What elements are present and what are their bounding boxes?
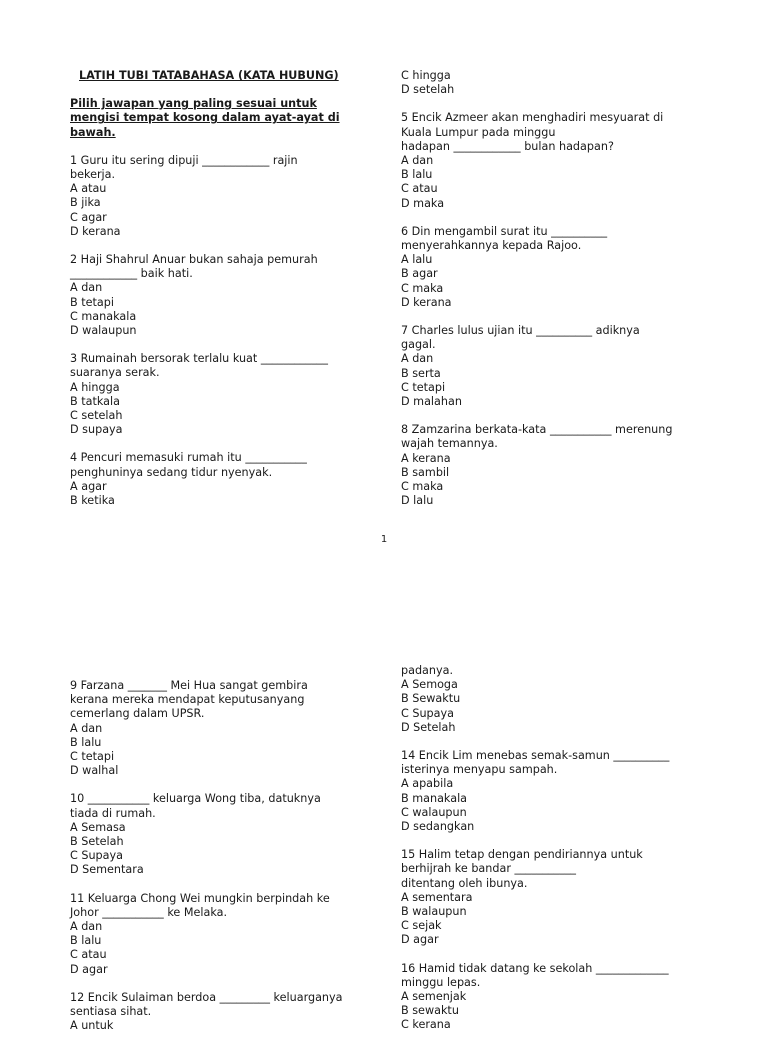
answer-option: C setelah xyxy=(70,409,123,423)
question-stem-line: ditentang oleh ibunya. xyxy=(401,876,528,890)
question-item xyxy=(70,154,370,239)
option-list xyxy=(401,891,701,948)
answer-option: A dan xyxy=(401,154,434,168)
option-list xyxy=(401,452,701,509)
page-number: 1 xyxy=(380,534,388,545)
answer-option: B sewaktu xyxy=(401,1004,459,1018)
answer-option: B agar xyxy=(401,267,438,281)
question-stem xyxy=(401,111,701,154)
option-list xyxy=(70,281,370,338)
option-list xyxy=(70,722,370,779)
answer-option: D supaya xyxy=(70,423,123,437)
question-stem-line: 7 Charles lulus ujian itu __________ adiknya xyxy=(401,324,640,338)
continued-question xyxy=(401,664,701,735)
answer-option: C sejak xyxy=(401,919,442,933)
question-item xyxy=(401,962,701,1033)
question-list xyxy=(401,749,701,1033)
option-list xyxy=(70,920,370,977)
question-stem-line: berhijrah ke bandar ___________ xyxy=(401,862,577,876)
question-stem xyxy=(401,749,701,777)
question-stem xyxy=(401,423,701,451)
option-list xyxy=(401,154,701,211)
answer-option: C Supaya xyxy=(70,849,123,863)
answer-option: B jika xyxy=(70,196,101,210)
answer-option: A dan xyxy=(70,281,103,295)
option-list xyxy=(401,678,701,735)
question-stem-line: sentiasa sihat. xyxy=(70,1005,152,1019)
question-stem-line: 14 Encik Lim menebas semak-samun __________ xyxy=(401,749,670,763)
answer-option: D Setelah xyxy=(401,720,456,734)
answer-option: C maka xyxy=(401,480,444,494)
answer-option: C atau xyxy=(401,182,438,196)
question-stem-line: kerana mereka mendapat keputusanyang xyxy=(70,693,305,707)
answer-option: D kerana xyxy=(401,295,452,309)
question-stem-line: hadapan ____________ bulan hadapan? xyxy=(401,139,614,153)
answer-option: A Semoga xyxy=(401,678,458,692)
question-stem-line: ____________ baik hati. xyxy=(70,267,193,281)
answer-option: B Sewaktu xyxy=(401,692,461,706)
worksheet-instruction: Pilih jawapan yang paling sesuai untuk mengisi tempat kosong dalam ayat-ayat di bawah. xyxy=(70,97,340,139)
answer-option: A hingga xyxy=(70,380,120,394)
question-stem-line: 2 Haji Shahrul Anuar bukan sahaja pemurah xyxy=(70,253,318,267)
answer-option: A sementara xyxy=(401,890,473,904)
question-stem-line: 15 Halim tetap dengan pendiriannya untuk xyxy=(401,848,643,862)
question-item xyxy=(70,679,370,778)
answer-option: D agar xyxy=(70,962,108,976)
question-stem xyxy=(70,892,370,920)
answer-option: A atau xyxy=(70,182,107,196)
answer-option: B manakala xyxy=(401,791,468,805)
answer-option: A dan xyxy=(401,352,434,366)
question-stem xyxy=(70,352,370,380)
question-stem-line: gagal. xyxy=(401,338,436,352)
answer-option: B serta xyxy=(401,366,441,380)
question-stem-line: tiada di rumah. xyxy=(70,806,156,820)
option-list xyxy=(401,253,701,310)
question-list xyxy=(70,679,370,1033)
question-stem xyxy=(70,679,370,722)
answer-option: B lalu xyxy=(70,934,102,948)
question-stem-line: isterinya menyapu sampah. xyxy=(401,763,558,777)
question-item xyxy=(401,111,701,210)
question-item xyxy=(70,792,370,877)
question-stem-line: Johor ___________ ke Melaka. xyxy=(70,905,228,919)
question-stem-line: 4 Pencuri memasuki rumah itu ___________ xyxy=(70,451,307,465)
question-stem-line: penghuninya sedang tidur nyenyak. xyxy=(70,465,273,479)
question-stem-line: 16 Hamid tidak datang ke sekolah _____________ xyxy=(401,961,669,975)
option-list xyxy=(70,821,370,878)
continued-options xyxy=(401,69,701,97)
question-stem-line: 5 Encik Azmeer akan menghadiri mesyuarat di xyxy=(401,111,664,125)
answer-option: D kerana xyxy=(70,224,121,238)
answer-option: A dan xyxy=(70,920,103,934)
answer-option: A kerana xyxy=(401,451,451,465)
question-stem-line: suaranya serak. xyxy=(70,366,160,380)
question-item xyxy=(401,749,701,834)
question-stem-line: Kuala Lumpur pada minggu xyxy=(401,125,556,139)
answer-option: D Sementara xyxy=(70,863,144,877)
option-list xyxy=(70,182,370,239)
worksheet-title: LATIH TUBI TATABAHASA (KATA HUBUNG) xyxy=(79,69,339,82)
answer-option: C maka xyxy=(401,281,444,295)
answer-option: B sambil xyxy=(401,465,450,479)
answer-option: C manakala xyxy=(70,309,137,323)
question-stem-line: 10 ___________ keluarga Wong tiba, datuknya xyxy=(70,792,321,806)
answer-option: D lalu xyxy=(401,494,434,508)
question-list xyxy=(401,111,701,508)
question-stem-line: 8 Zamzarina berkata-kata ___________ merenung xyxy=(401,423,673,437)
question-item xyxy=(401,848,701,947)
question-stem-line: 6 Din mengambil surat itu __________ xyxy=(401,224,608,238)
answer-option: D walhal xyxy=(70,764,119,778)
question-stem xyxy=(70,154,370,182)
answer-option: C kerana xyxy=(401,1018,451,1032)
question-stem-line: 12 Encik Sulaiman berdoa _________ keluarganya xyxy=(70,990,343,1004)
question-stem xyxy=(401,664,701,678)
answer-option: A agar xyxy=(70,479,107,493)
answer-option: C tetapi xyxy=(401,380,446,394)
answer-option: A lalu xyxy=(401,253,433,267)
question-item xyxy=(70,892,370,977)
page-two-right-column xyxy=(401,664,701,1047)
question-stem-line: menyerahkannya kepada Rajoo. xyxy=(401,239,582,253)
answer-option: D walaupun xyxy=(70,324,137,338)
question-item xyxy=(70,991,370,1034)
question-stem xyxy=(70,451,370,479)
question-stem-line: padanya. xyxy=(401,664,454,677)
option-list xyxy=(70,1019,370,1033)
question-item xyxy=(70,451,370,508)
answer-option: D sedangkan xyxy=(401,820,475,834)
question-item xyxy=(401,423,701,508)
question-stem-line: minggu lepas. xyxy=(401,975,481,989)
answer-option: C agar xyxy=(70,210,107,224)
question-stem xyxy=(401,225,701,253)
question-stem-line: 1 Guru itu sering dipuji ____________ rajin xyxy=(70,153,298,167)
answer-option: C walaupun xyxy=(401,805,467,819)
answer-option: B ketika xyxy=(70,494,115,508)
answer-option: D agar xyxy=(401,933,439,947)
answer-option: A untuk xyxy=(70,1019,114,1033)
question-stem-line: 11 Keluarga Chong Wei mungkin berpindah ke xyxy=(70,891,330,905)
page-two xyxy=(0,664,768,1033)
answer-option: B tetapi xyxy=(70,295,114,309)
question-stem-line: wajah temannya. xyxy=(401,437,498,451)
question-stem xyxy=(70,792,370,820)
answer-option: D maka xyxy=(401,196,445,210)
question-stem xyxy=(70,991,370,1019)
option-list xyxy=(70,480,370,508)
answer-option: A Semasa xyxy=(70,820,126,834)
question-item xyxy=(70,352,370,437)
question-stem-line: bekerja. xyxy=(70,168,116,182)
question-stem-line: 9 Farzana _______ Mei Hua sangat gembira xyxy=(70,679,308,692)
option-list xyxy=(401,352,701,409)
option-list xyxy=(401,990,701,1033)
answer-option: B lalu xyxy=(401,168,433,182)
question-stem xyxy=(401,848,701,891)
question-item xyxy=(401,324,701,409)
option-list xyxy=(401,777,701,834)
question-list xyxy=(70,154,370,508)
answer-option: B Setelah xyxy=(70,835,124,849)
question-stem xyxy=(401,962,701,990)
page-one-left-column xyxy=(70,69,370,522)
answer-option: D malahan xyxy=(401,395,462,409)
question-stem-line: cemerlang dalam UPSR. xyxy=(70,707,205,721)
answer-option: B tatkala xyxy=(70,394,120,408)
answer-option: C Supaya xyxy=(401,706,454,720)
answer-option: C atau xyxy=(70,948,107,962)
answer-option: A apabila xyxy=(401,777,454,791)
answer-option: C tetapi xyxy=(70,750,115,764)
option-list xyxy=(70,381,370,438)
page-one-right-column xyxy=(401,69,701,522)
question-item xyxy=(401,225,701,310)
answer-option: D setelah xyxy=(401,83,455,97)
question-stem-line: 3 Rumainah bersorak terlalu kuat ____________ xyxy=(70,352,328,366)
question-stem xyxy=(401,324,701,352)
answer-option: B lalu xyxy=(70,735,102,749)
answer-option: A dan xyxy=(70,721,103,735)
page-two-left-column xyxy=(70,679,370,1047)
question-item xyxy=(70,253,370,338)
answer-option: B walaupun xyxy=(401,905,467,919)
question-stem xyxy=(70,253,370,281)
answer-option: C hingga xyxy=(401,69,451,82)
answer-option: A semenjak xyxy=(401,990,467,1004)
